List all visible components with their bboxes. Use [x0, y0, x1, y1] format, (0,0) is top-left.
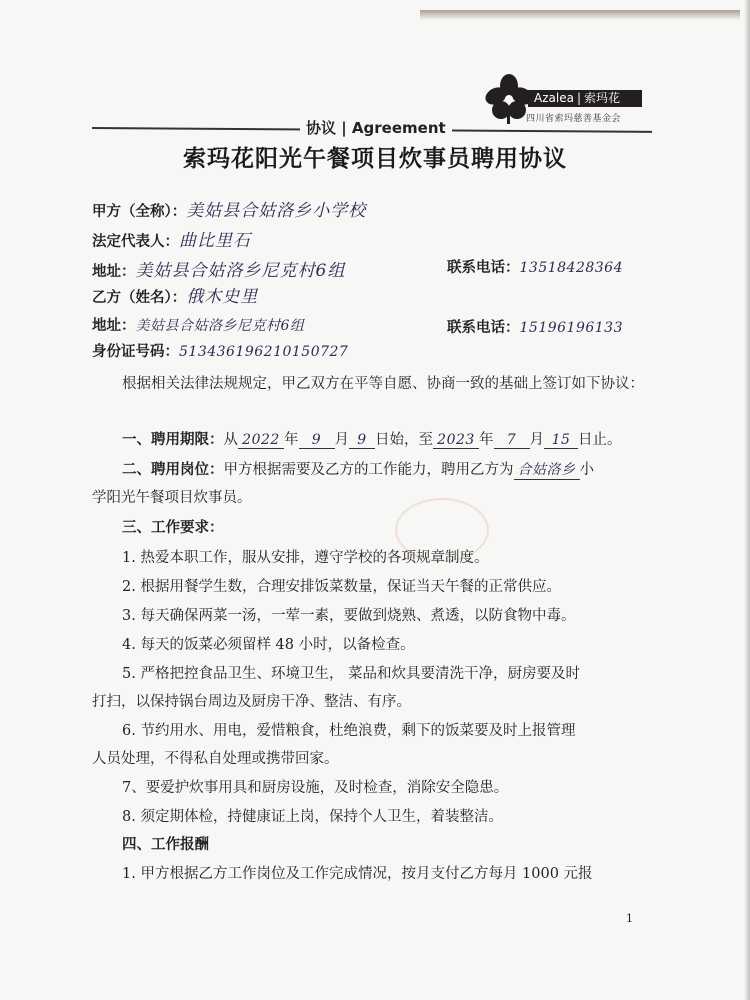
end-year: 2023 [433, 432, 479, 449]
party-b-id-label: 身份证号码： [92, 344, 179, 360]
requirement-item-2: 2. 根据用餐学生数，合理安排饭菜数量，保证当天午餐的正常供应。 [122, 579, 561, 595]
year-unit: 年 [284, 432, 299, 448]
section-4-heading: 四、工作报酬 [122, 837, 209, 853]
requirement-item-6-line-2: 人员处理，不得私自处理或携带回家。 [92, 751, 339, 767]
section-2-line-2: 学阳光午餐项目炊事员。 [92, 490, 252, 506]
party-a-rep-label: 法定代表人： [92, 234, 179, 250]
party-b-address-row [92, 314, 304, 335]
requirement-item-5-line-2: 打扫，以保持锅台周边及厨房干净、整洁、有序。 [92, 694, 411, 710]
logo-brand-en: Azalea [534, 91, 574, 105]
requirement-item-6-line-1: 6. 节约用水、用电，爱惜粮食，杜绝浪费，剩下的饭菜要及时上报管理 [122, 723, 576, 739]
requirement-item-3: 3. 每天确保两菜一汤，一荤一素，要做到烧熟、煮透，以防食物中毒。 [122, 608, 576, 624]
party-b-phone-value: 15196196133 [519, 320, 623, 336]
section-2-heading: 二、聘用岗位： [122, 462, 224, 478]
start-year: 2022 [238, 432, 284, 449]
requirement-item-5-line-1: 5. 严格把控食品卫生、环境卫生， 菜品和炊具要清洗干净，厨房要及时 [122, 666, 581, 682]
section-2-text-a: 甲方根据需要及乙方的工作能力，聘用乙方为 [223, 462, 514, 478]
requirement-item-7: 7、要爱护炊事用具和厨房设施，及时检查，消除安全隐患。 [122, 780, 509, 796]
logo-brand-cn: 索玛花 [583, 91, 620, 105]
party-a-address-label: 地址： [92, 264, 136, 280]
scan-shadow [420, 10, 740, 20]
logo-org-name: 四川省索玛慈善基金会 [526, 114, 622, 124]
party-b-address-value: 美姑县合姑洛乡尼克村6组 [135, 318, 305, 334]
start-month: 9 [299, 432, 335, 449]
party-a-rep-row [92, 226, 251, 251]
header-label: 协议 | Agreement [300, 117, 452, 138]
party-a-name-label: 甲方（全称）： [92, 204, 187, 220]
party-a-address-row [92, 256, 345, 281]
party-b-name-label: 乙方（姓名）： [92, 290, 187, 306]
term-end-word: 日止。 [578, 432, 622, 448]
compensation-item-1: 1. 甲方根据乙方工作岗位及工作完成情况，按月支付乙方每月 1000 元报 [122, 866, 593, 882]
party-b-phone-label: 联系电话： [447, 320, 520, 336]
month-unit-2: 月 [529, 432, 544, 448]
section-1-term [122, 428, 622, 449]
end-month: 7 [494, 432, 530, 449]
requirement-item-4: 4. 每天的饭菜必须留样 48 小时，以备检查。 [122, 637, 415, 653]
section-3-heading: 三、工作要求： [122, 520, 224, 536]
party-b-id-value: 513436196210150727 [179, 344, 349, 360]
party-a-address-value: 美姑县合姑洛乡尼克村6组 [135, 261, 346, 281]
party-a-name-row [92, 196, 366, 221]
month-unit: 月 [334, 432, 349, 448]
requirement-item-8: 8. 须定期体检，持健康证上岗，保持个人卫生，着装整洁。 [122, 809, 503, 825]
party-b-name-row [92, 282, 258, 307]
start-day: 9 [349, 432, 375, 449]
section-2-line-1 [122, 458, 594, 480]
requirement-item-1: 1. 热爱本职工作，服从安排，遵守学校的各项规章制度。 [122, 550, 489, 566]
term-start-word: 日始，至 [375, 432, 433, 448]
party-a-phone-row [447, 256, 623, 277]
logo-brand-bar: Azalea | 索玛花 [528, 90, 642, 107]
party-b-phone-row [447, 316, 623, 337]
page-number: 1 [626, 912, 633, 925]
party-b-name-value: 俄木史里 [186, 287, 259, 307]
azalea-logo [484, 70, 644, 130]
party-a-rep-value: 曲比里石 [179, 231, 251, 251]
party-b-id-row [92, 340, 348, 361]
year-unit-2: 年 [479, 432, 494, 448]
document-title: 索玛花阳光午餐项目炊事员聘用协议 [183, 146, 567, 172]
party-b-address-label: 地址： [92, 318, 136, 334]
party-a-name-value: 美姑县合姑洛乡小学校 [186, 201, 367, 221]
party-a-phone-label: 联系电话： [447, 260, 520, 276]
term-from: 从 [223, 432, 238, 448]
party-a-phone-value: 13518428364 [519, 260, 623, 276]
school-name-value: 合姑洛乡 [514, 459, 580, 480]
section-2-text-b: 小 [579, 462, 594, 478]
intro-paragraph: 根据相关法律法规规定，甲乙双方在平等自愿、协商一致的基础上签订如下协议： [122, 376, 644, 392]
section-1-heading: 一、聘用期限： [122, 432, 224, 448]
end-day: 15 [544, 432, 578, 449]
